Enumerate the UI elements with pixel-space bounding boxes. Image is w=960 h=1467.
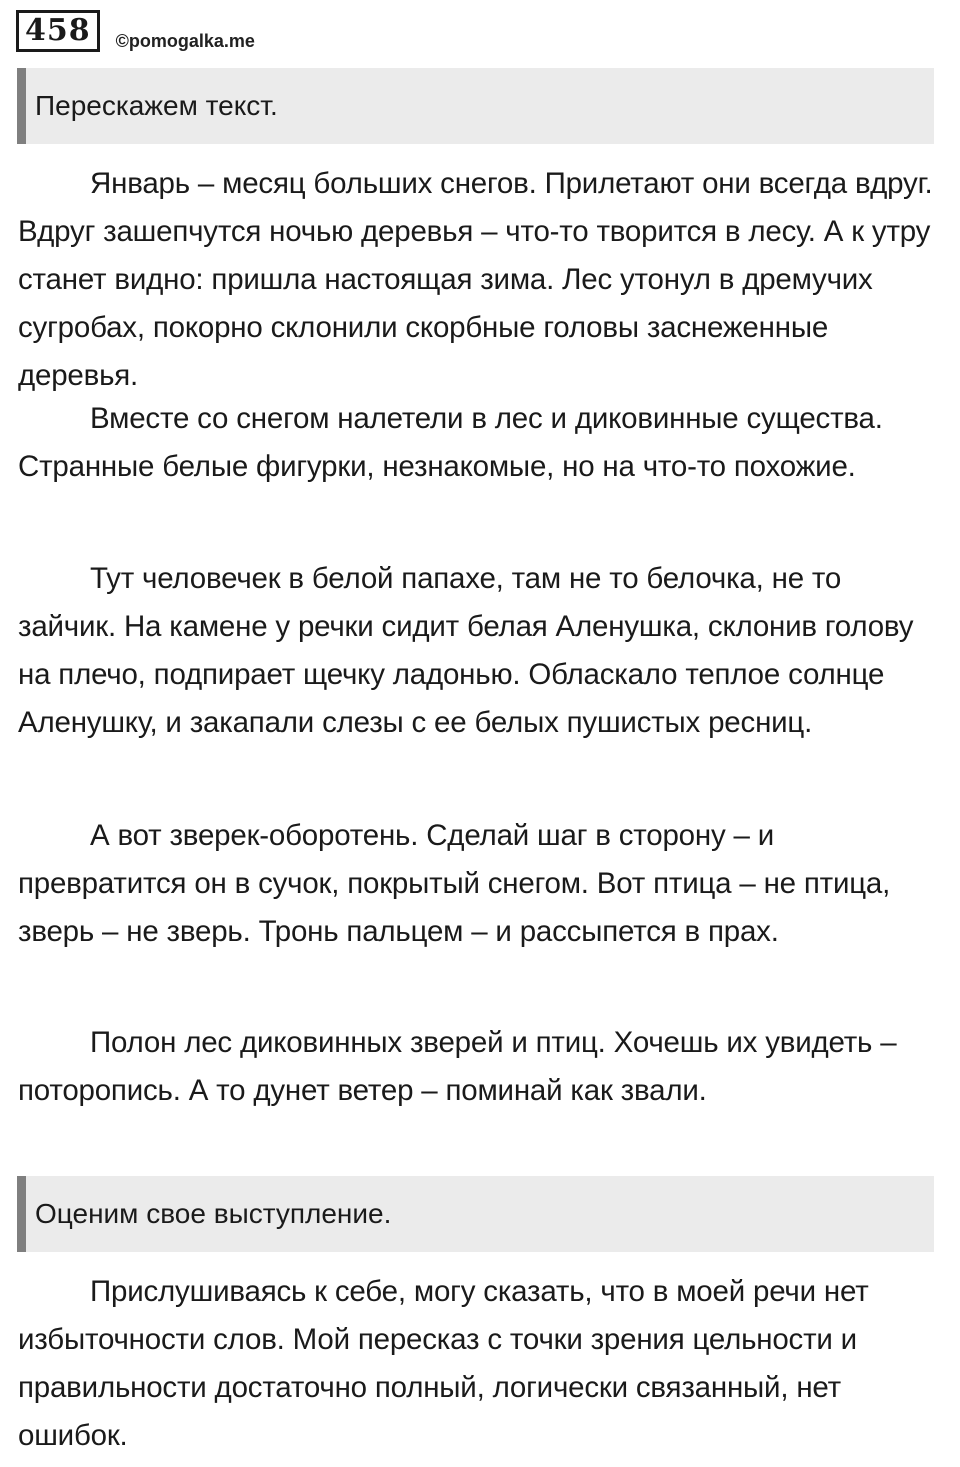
section-heading-evaluate xyxy=(17,1176,934,1252)
section-heading-text: Оценим свое выступление. xyxy=(35,1198,392,1229)
paragraph-text: Полон лес диковинных зверей и птиц. Хочешь их увидеть – поторопись. А то дунет ветер – поминай как звали. xyxy=(18,1026,897,1107)
paragraph xyxy=(18,160,938,400)
paragraph xyxy=(18,1268,938,1460)
paragraph-text: Прислушиваясь к себе, могу сказать, что в моей речи нет избыточности слов. Мой пересказ с точки зрения цельности и правильности достаточно полный, логически связанный, нет ошибок. xyxy=(18,1275,869,1452)
paragraph xyxy=(18,812,938,956)
paragraph-text: Январь – месяц больших снегов. Прилетают они всегда вдруг. Вдруг зашепчутся ночью деревья – что-то творится в лесу. А к утру станет видно: пришла настоящая зима. Лес утонул в дремучих сугробах, покорно склонили скорбные головы заснеженные деревья. xyxy=(18,167,933,392)
paragraph-text: Тут человечек в белой папахе, там не то белочка, не то зайчик. На камене у речки сидит белая Аленушка, склонив голову на плечо, подпирает щечку ладонью. Обласкало теплое солнце Аленушку, и закапали слезы с ее белых пушистых ресниц. xyxy=(18,562,914,739)
paragraph xyxy=(18,1019,938,1115)
paragraph xyxy=(18,555,938,747)
watermark: ©pomogalka.me xyxy=(115,31,255,51)
page-header xyxy=(16,8,255,52)
paragraph-text: А вот зверек-оборотень. Сделай шаг в сторону – и превратится он в сучок, покрытый снегом. Вот птица – не птица, зверь – не зверь. Тронь пальцем – и рассыпется в прах. xyxy=(18,819,891,948)
task-number: 458 xyxy=(16,10,100,52)
paragraph-text: Вместе со снегом налетели в лес и диковинные существа. Странные белые фигурки, незнакомые, но на что-то похожие. xyxy=(18,402,883,483)
section-heading-retell xyxy=(17,68,934,144)
section-heading-text: Перескажем текст. xyxy=(35,90,278,121)
paragraph xyxy=(18,395,938,491)
